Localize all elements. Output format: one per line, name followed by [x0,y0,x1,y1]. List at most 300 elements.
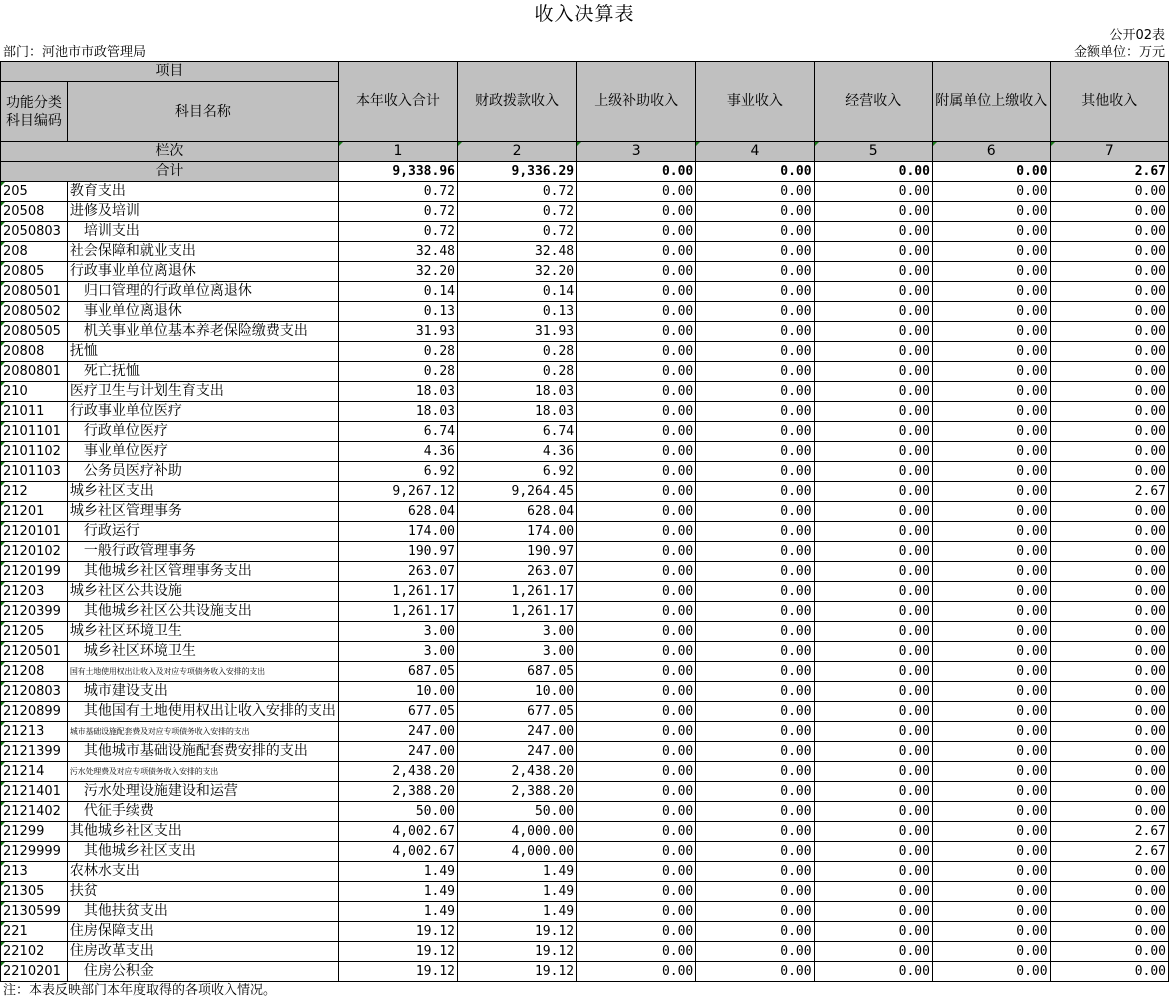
subject-name-cell[interactable]: 公务员医疗补助 [67,462,338,482]
amount-cell[interactable]: 0.00 [577,762,696,782]
amount-cell[interactable]: 0.00 [932,422,1050,442]
amount-cell[interactable]: 247.00 [338,722,457,742]
amount-cell[interactable]: 18.03 [338,382,457,402]
amount-cell[interactable]: 0.00 [932,742,1050,762]
amount-cell[interactable]: 0.00 [1050,222,1168,242]
amount-cell[interactable]: 0.00 [932,262,1050,282]
subject-code-cell[interactable]: 20508 [1,202,68,222]
amount-cell[interactable]: 19.12 [458,922,577,942]
subject-code-cell[interactable]: 21214 [1,762,68,782]
amount-cell[interactable]: 0.28 [338,342,457,362]
subject-code-cell[interactable]: 2101101 [1,422,68,442]
amount-cell[interactable]: 0.00 [1050,322,1168,342]
amount-cell[interactable]: 0.00 [696,762,814,782]
amount-cell[interactable]: 4.36 [338,442,457,462]
amount-cell[interactable]: 0.00 [577,362,696,382]
amount-cell[interactable]: 0.00 [814,322,932,342]
amount-cell[interactable]: 0.00 [814,802,932,822]
amount-cell[interactable]: 0.00 [932,382,1050,402]
subject-name-cell[interactable]: 机关事业单位基本养老保险缴费支出 [67,322,338,342]
subject-name-cell[interactable]: 其他国有土地使用权出让收入安排的支出 [67,702,338,722]
amount-cell[interactable]: 247.00 [458,742,577,762]
amount-cell[interactable]: 0.00 [932,842,1050,862]
amount-cell[interactable]: 0.00 [932,462,1050,482]
amount-cell[interactable]: 0.00 [577,462,696,482]
amount-cell[interactable]: 0.14 [338,282,457,302]
amount-cell[interactable]: 0.00 [1050,422,1168,442]
amount-cell[interactable]: 0.00 [1050,642,1168,662]
amount-cell[interactable]: 0.00 [696,742,814,762]
amount-cell[interactable]: 2.67 [1050,822,1168,842]
amount-cell[interactable]: 0.00 [696,302,814,322]
amount-cell[interactable]: 0.00 [577,382,696,402]
amount-cell[interactable]: 0.00 [696,182,814,202]
subject-name-cell[interactable]: 城乡社区环境卫生 [67,642,338,662]
column-number[interactable]: 4 [696,142,814,162]
column-header[interactable]: 财政拨款收入 [458,62,577,142]
amount-cell[interactable]: 0.00 [696,502,814,522]
amount-cell[interactable]: 0.00 [932,202,1050,222]
amount-cell[interactable]: 247.00 [338,742,457,762]
subject-name-cell[interactable]: 事业单位医疗 [67,442,338,462]
subject-name-cell[interactable]: 住房改革支出 [67,942,338,962]
total-cell[interactable]: 2.67 [1050,162,1168,182]
amount-cell[interactable]: 0.00 [577,702,696,722]
amount-cell[interactable]: 0.00 [814,402,932,422]
column-header[interactable]: 上级补助收入 [577,62,696,142]
amount-cell[interactable]: 0.00 [696,862,814,882]
amount-cell[interactable]: 0.72 [458,222,577,242]
subject-name-cell[interactable]: 医疗卫生与计划生育支出 [67,382,338,402]
amount-cell[interactable]: 0.00 [1050,462,1168,482]
amount-cell[interactable]: 0.00 [1050,242,1168,262]
amount-cell[interactable]: 0.00 [696,342,814,362]
amount-cell[interactable]: 0.00 [577,802,696,822]
amount-cell[interactable]: 3.00 [338,622,457,642]
subject-name-cell[interactable]: 行政事业单位医疗 [67,402,338,422]
amount-cell[interactable]: 0.00 [577,222,696,242]
amount-cell[interactable]: 687.05 [338,662,457,682]
subject-name-cell[interactable]: 城乡社区环境卫生 [67,622,338,642]
subject-name-cell[interactable]: 住房保障支出 [67,922,338,942]
amount-cell[interactable]: 0.00 [932,302,1050,322]
subject-name-cell[interactable]: 事业单位离退休 [67,302,338,322]
amount-cell[interactable]: 1.49 [458,882,577,902]
amount-cell[interactable]: 0.00 [696,482,814,502]
amount-cell[interactable]: 0.00 [1050,582,1168,602]
amount-cell[interactable]: 0.00 [577,842,696,862]
subject-code-cell[interactable]: 2080505 [1,322,68,342]
amount-cell[interactable]: 0.00 [932,782,1050,802]
amount-cell[interactable]: 677.05 [458,702,577,722]
amount-cell[interactable]: 687.05 [458,662,577,682]
subject-code-cell[interactable]: 210 [1,382,68,402]
amount-cell[interactable]: 0.00 [1050,562,1168,582]
amount-cell[interactable]: 0.00 [696,662,814,682]
column-header[interactable]: 本年收入合计 [338,62,457,142]
amount-cell[interactable]: 0.00 [932,962,1050,982]
amount-cell[interactable]: 0.00 [1050,762,1168,782]
amount-cell[interactable]: 0.00 [1050,182,1168,202]
subject-code-cell[interactable]: 2120803 [1,682,68,702]
amount-cell[interactable]: 0.00 [696,822,814,842]
amount-cell[interactable]: 0.00 [696,942,814,962]
column-number[interactable]: 2 [458,142,577,162]
amount-cell[interactable]: 1.49 [338,902,457,922]
amount-cell[interactable]: 0.00 [577,742,696,762]
amount-cell[interactable]: 3.00 [338,642,457,662]
subject-code-cell[interactable]: 2130599 [1,902,68,922]
amount-cell[interactable]: 0.00 [1050,942,1168,962]
subject-code-cell[interactable]: 20808 [1,342,68,362]
amount-cell[interactable]: 0.00 [577,942,696,962]
amount-cell[interactable]: 0.00 [696,362,814,382]
amount-cell[interactable]: 0.00 [696,582,814,602]
amount-cell[interactable]: 0.00 [1050,202,1168,222]
amount-cell[interactable]: 1.49 [338,882,457,902]
column-header[interactable]: 事业收入 [696,62,814,142]
amount-cell[interactable]: 0.00 [1050,262,1168,282]
total-cell[interactable]: 0.00 [577,162,696,182]
subject-code-cell[interactable]: 20805 [1,262,68,282]
amount-cell[interactable]: 0.00 [932,242,1050,262]
subject-code-cell[interactable]: 2210201 [1,962,68,982]
amount-cell[interactable]: 6.74 [338,422,457,442]
amount-cell[interactable]: 0.00 [932,802,1050,822]
subject-code-cell[interactable]: 2080801 [1,362,68,382]
amount-cell[interactable]: 0.00 [932,762,1050,782]
amount-cell[interactable]: 0.00 [577,482,696,502]
amount-cell[interactable]: 2,438.20 [458,762,577,782]
amount-cell[interactable]: 0.00 [814,262,932,282]
total-cell[interactable]: 9,338.96 [338,162,457,182]
column-number[interactable]: 3 [577,142,696,162]
amount-cell[interactable]: 32.48 [338,242,457,262]
amount-cell[interactable]: 19.12 [338,922,457,942]
amount-cell[interactable]: 0.00 [814,962,932,982]
amount-cell[interactable]: 0.00 [932,922,1050,942]
amount-cell[interactable]: 0.72 [338,202,457,222]
amount-cell[interactable]: 0.00 [577,562,696,582]
amount-cell[interactable]: 32.20 [458,262,577,282]
subject-name-cell[interactable]: 城乡社区公共设施 [67,582,338,602]
amount-cell[interactable]: 0.00 [814,742,932,762]
subject-code-cell[interactable]: 2120101 [1,522,68,542]
amount-cell[interactable]: 4,002.67 [338,842,457,862]
amount-cell[interactable]: 0.00 [577,902,696,922]
amount-cell[interactable]: 0.00 [577,522,696,542]
subject-name-cell[interactable]: 死亡抚恤 [67,362,338,382]
amount-cell[interactable]: 190.97 [458,542,577,562]
amount-cell[interactable]: 0.00 [1050,382,1168,402]
amount-cell[interactable]: 0.00 [577,422,696,442]
amount-cell[interactable]: 0.00 [577,662,696,682]
amount-cell[interactable]: 0.00 [932,442,1050,462]
amount-cell[interactable]: 0.00 [932,582,1050,602]
amount-cell[interactable]: 0.00 [932,482,1050,502]
item-header[interactable]: 项目 [1,62,339,82]
amount-cell[interactable]: 6.74 [458,422,577,442]
subject-name-cell[interactable]: 社会保障和就业支出 [67,242,338,262]
amount-cell[interactable]: 0.00 [1050,622,1168,642]
amount-cell[interactable]: 0.00 [696,242,814,262]
amount-cell[interactable]: 0.00 [932,862,1050,882]
amount-cell[interactable]: 0.00 [577,822,696,842]
amount-cell[interactable]: 0.00 [696,322,814,342]
lanci-label[interactable]: 栏次 [1,142,339,162]
subject-code-cell[interactable]: 21305 [1,882,68,902]
subject-name-cell[interactable]: 教育支出 [67,182,338,202]
subject-name-cell[interactable]: 其他城市基础设施配套费安排的支出 [67,742,338,762]
column-number[interactable]: 1 [338,142,457,162]
amount-cell[interactable]: 0.00 [696,462,814,482]
amount-cell[interactable]: 10.00 [458,682,577,702]
amount-cell[interactable]: 0.00 [696,402,814,422]
amount-cell[interactable]: 0.00 [932,502,1050,522]
amount-cell[interactable]: 4,002.67 [338,822,457,842]
amount-cell[interactable]: 19.12 [338,942,457,962]
amount-cell[interactable]: 0.00 [814,382,932,402]
amount-cell[interactable]: 0.00 [932,722,1050,742]
column-header[interactable]: 附属单位上缴收入 [932,62,1050,142]
amount-cell[interactable]: 32.48 [458,242,577,262]
amount-cell[interactable]: 0.00 [577,182,696,202]
subject-name-cell[interactable]: 其他城乡社区支出 [67,842,338,862]
subject-name-cell[interactable]: 城乡社区管理事务 [67,502,338,522]
amount-cell[interactable]: 0.00 [1050,922,1168,942]
subject-code-cell[interactable]: 21299 [1,822,68,842]
amount-cell[interactable]: 0.00 [932,682,1050,702]
amount-cell[interactable]: 0.00 [932,182,1050,202]
amount-cell[interactable]: 19.12 [458,942,577,962]
amount-cell[interactable]: 0.00 [1050,722,1168,742]
subject-code-cell[interactable]: 21213 [1,722,68,742]
amount-cell[interactable]: 1.49 [458,862,577,882]
amount-cell[interactable]: 0.00 [696,622,814,642]
amount-cell[interactable]: 0.00 [577,782,696,802]
amount-cell[interactable]: 628.04 [458,502,577,522]
amount-cell[interactable]: 0.00 [696,282,814,302]
amount-cell[interactable]: 0.14 [458,282,577,302]
amount-cell[interactable]: 0.00 [814,562,932,582]
amount-cell[interactable]: 0.00 [696,922,814,942]
subject-name-cell[interactable]: 住房公积金 [67,962,338,982]
amount-cell[interactable]: 0.28 [338,362,457,382]
subject-code-cell[interactable]: 2120899 [1,702,68,722]
subject-code-cell[interactable]: 2120199 [1,562,68,582]
amount-cell[interactable]: 9,264.45 [458,482,577,502]
amount-cell[interactable]: 0.00 [577,542,696,562]
amount-cell[interactable]: 0.00 [696,522,814,542]
amount-cell[interactable]: 0.00 [932,882,1050,902]
amount-cell[interactable]: 0.00 [814,442,932,462]
amount-cell[interactable]: 0.00 [932,902,1050,922]
column-number[interactable]: 7 [1050,142,1168,162]
amount-cell[interactable]: 0.00 [696,422,814,442]
amount-cell[interactable]: 0.00 [1050,742,1168,762]
amount-cell[interactable]: 0.00 [814,222,932,242]
amount-cell[interactable]: 9,267.12 [338,482,457,502]
subject-name-cell[interactable]: 行政单位医疗 [67,422,338,442]
amount-cell[interactable]: 0.00 [814,642,932,662]
amount-cell[interactable]: 1,261.17 [458,582,577,602]
subject-code-cell[interactable]: 2121401 [1,782,68,802]
amount-cell[interactable]: 0.00 [696,722,814,742]
amount-cell[interactable]: 0.00 [814,342,932,362]
amount-cell[interactable]: 0.00 [814,882,932,902]
amount-cell[interactable]: 0.00 [814,682,932,702]
amount-cell[interactable]: 4,000.00 [458,822,577,842]
amount-cell[interactable]: 0.00 [577,862,696,882]
amount-cell[interactable]: 0.00 [1050,362,1168,382]
code-header[interactable]: 功能分类科目编码 [1,82,68,142]
amount-cell[interactable]: 0.00 [814,302,932,322]
amount-cell[interactable]: 6.92 [338,462,457,482]
total-cell[interactable]: 0.00 [696,162,814,182]
amount-cell[interactable]: 0.00 [932,322,1050,342]
amount-cell[interactable]: 0.00 [577,342,696,362]
subject-code-cell[interactable]: 221 [1,922,68,942]
amount-cell[interactable]: 0.00 [696,842,814,862]
amount-cell[interactable]: 18.03 [458,382,577,402]
amount-cell[interactable]: 0.00 [577,922,696,942]
amount-cell[interactable]: 0.00 [696,602,814,622]
amount-cell[interactable]: 0.00 [932,402,1050,422]
amount-cell[interactable]: 0.00 [1050,682,1168,702]
subject-name-cell[interactable]: 一般行政管理事务 [67,542,338,562]
amount-cell[interactable]: 31.93 [338,322,457,342]
subject-code-cell[interactable]: 21201 [1,502,68,522]
amount-cell[interactable]: 0.00 [696,802,814,822]
amount-cell[interactable]: 2.67 [1050,482,1168,502]
amount-cell[interactable]: 0.00 [814,902,932,922]
amount-cell[interactable]: 0.00 [932,542,1050,562]
amount-cell[interactable]: 0.00 [696,262,814,282]
amount-cell[interactable]: 0.00 [932,942,1050,962]
amount-cell[interactable]: 1,261.17 [338,582,457,602]
amount-cell[interactable]: 0.00 [814,922,932,942]
amount-cell[interactable]: 0.00 [1050,522,1168,542]
amount-cell[interactable]: 19.12 [338,962,457,982]
amount-cell[interactable]: 0.00 [814,822,932,842]
amount-cell[interactable]: 2,388.20 [458,782,577,802]
amount-cell[interactable]: 0.00 [932,362,1050,382]
amount-cell[interactable]: 0.00 [1050,662,1168,682]
amount-cell[interactable]: 0.00 [696,222,814,242]
amount-cell[interactable]: 0.00 [1050,802,1168,822]
subject-code-cell[interactable]: 2120399 [1,602,68,622]
amount-cell[interactable]: 0.00 [696,442,814,462]
subject-name-cell[interactable]: 其他城乡社区管理事务支出 [67,562,338,582]
amount-cell[interactable]: 0.00 [577,502,696,522]
amount-cell[interactable]: 0.72 [458,182,577,202]
amount-cell[interactable]: 19.12 [458,962,577,982]
amount-cell[interactable]: 190.97 [338,542,457,562]
subject-code-cell[interactable]: 205 [1,182,68,202]
total-cell[interactable]: 9,336.29 [458,162,577,182]
amount-cell[interactable]: 0.28 [458,342,577,362]
subject-code-cell[interactable]: 208 [1,242,68,262]
amount-cell[interactable]: 0.00 [696,542,814,562]
amount-cell[interactable]: 0.00 [814,662,932,682]
amount-cell[interactable]: 0.00 [1050,862,1168,882]
amount-cell[interactable]: 0.00 [814,762,932,782]
amount-cell[interactable]: 0.00 [1050,702,1168,722]
amount-cell[interactable]: 0.13 [338,302,457,322]
amount-cell[interactable]: 0.00 [814,722,932,742]
amount-cell[interactable]: 0.00 [932,522,1050,542]
subject-code-cell[interactable]: 2080502 [1,302,68,322]
total-label[interactable]: 合计 [1,162,339,182]
column-header[interactable]: 经营收入 [814,62,932,142]
amount-cell[interactable]: 0.00 [696,642,814,662]
amount-cell[interactable]: 0.00 [814,522,932,542]
amount-cell[interactable]: 1,261.17 [458,602,577,622]
amount-cell[interactable]: 50.00 [458,802,577,822]
amount-cell[interactable]: 247.00 [458,722,577,742]
amount-cell[interactable]: 0.00 [814,602,932,622]
amount-cell[interactable]: 0.00 [577,302,696,322]
amount-cell[interactable]: 0.00 [577,882,696,902]
amount-cell[interactable]: 0.72 [458,202,577,222]
amount-cell[interactable]: 677.05 [338,702,457,722]
total-cell[interactable]: 0.00 [932,162,1050,182]
amount-cell[interactable]: 18.03 [338,402,457,422]
subject-code-cell[interactable]: 212 [1,482,68,502]
amount-cell[interactable]: 0.00 [932,662,1050,682]
subject-name-cell[interactable]: 行政运行 [67,522,338,542]
amount-cell[interactable]: 174.00 [338,522,457,542]
subject-code-cell[interactable]: 2120501 [1,642,68,662]
amount-cell[interactable]: 0.00 [814,362,932,382]
amount-cell[interactable]: 10.00 [338,682,457,702]
amount-cell[interactable]: 0.00 [932,282,1050,302]
amount-cell[interactable]: 0.00 [1050,442,1168,462]
subject-code-cell[interactable]: 2120102 [1,542,68,562]
subject-code-cell[interactable]: 21011 [1,402,68,422]
subject-code-cell[interactable]: 2129999 [1,842,68,862]
subject-code-cell[interactable]: 21205 [1,622,68,642]
column-number[interactable]: 6 [932,142,1050,162]
amount-cell[interactable]: 0.00 [932,222,1050,242]
name-header[interactable]: 科目名称 [67,82,338,142]
amount-cell[interactable]: 0.00 [577,202,696,222]
amount-cell[interactable]: 0.00 [577,322,696,342]
amount-cell[interactable]: 0.00 [1050,902,1168,922]
amount-cell[interactable]: 0.00 [932,602,1050,622]
subject-name-cell[interactable]: 城市基础设施配套费及对应专项债务收入安排的支出 [67,722,338,742]
amount-cell[interactable]: 2,388.20 [338,782,457,802]
column-number[interactable]: 5 [814,142,932,162]
amount-cell[interactable]: 0.00 [814,542,932,562]
subject-name-cell[interactable]: 抚恤 [67,342,338,362]
subject-name-cell[interactable]: 其他城乡社区公共设施支出 [67,602,338,622]
amount-cell[interactable]: 0.00 [1050,342,1168,362]
amount-cell[interactable]: 0.28 [458,362,577,382]
subject-name-cell[interactable]: 城市建设支出 [67,682,338,702]
amount-cell[interactable]: 174.00 [458,522,577,542]
amount-cell[interactable]: 0.00 [577,722,696,742]
subject-name-cell[interactable]: 污水处理设施建设和运营 [67,782,338,802]
amount-cell[interactable]: 263.07 [458,562,577,582]
amount-cell[interactable]: 1.49 [338,862,457,882]
amount-cell[interactable]: 32.20 [338,262,457,282]
amount-cell[interactable]: 0.00 [577,642,696,662]
amount-cell[interactable]: 0.00 [1050,302,1168,322]
amount-cell[interactable]: 6.92 [458,462,577,482]
subject-name-cell[interactable]: 其他城乡社区支出 [67,822,338,842]
amount-cell[interactable]: 0.00 [577,602,696,622]
